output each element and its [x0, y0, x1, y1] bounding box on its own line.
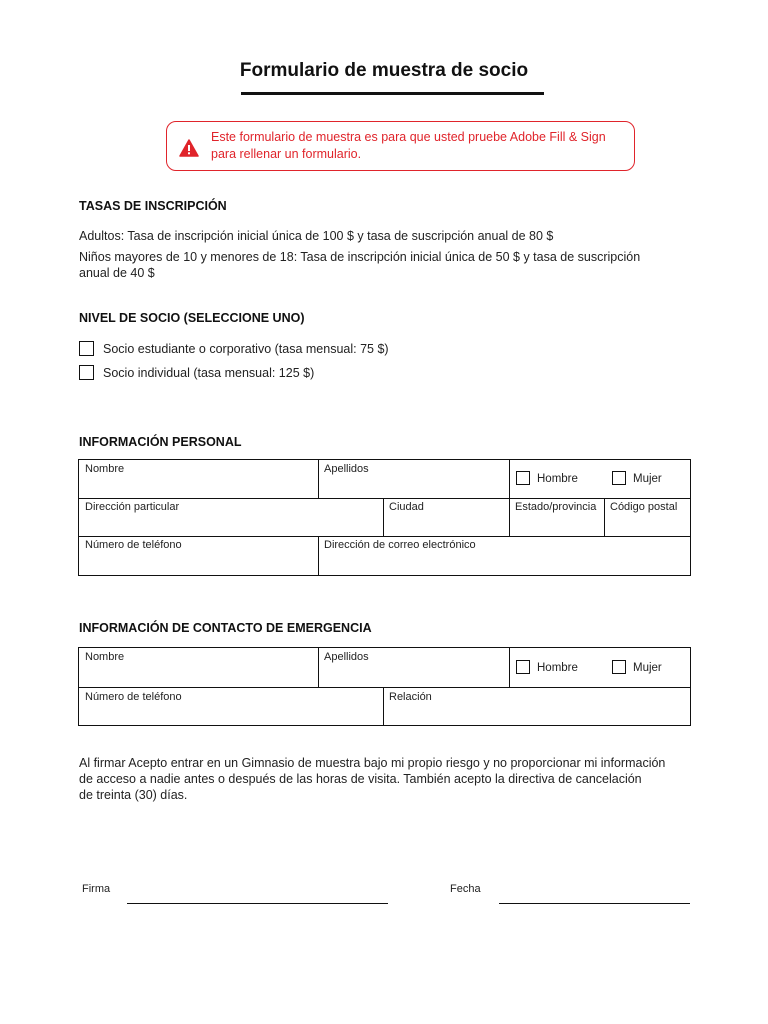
emergency-relation-field[interactable]	[385, 703, 689, 724]
date-field[interactable]	[499, 882, 690, 902]
membership-individual-checkbox[interactable]	[79, 365, 94, 380]
emergency-relation-label: Relación	[389, 691, 432, 703]
date-label: Fecha	[450, 883, 481, 895]
fees-kids-line-2: anual de 40 $	[79, 266, 155, 280]
notice-line-2: para rellenar un formulario.	[211, 147, 362, 161]
emergency-female-label: Mujer	[633, 662, 662, 674]
fees-adults: Adultos: Tasa de inscripción inicial única de 100 $ y tasa de suscripción anual de 80 $	[79, 229, 554, 243]
membership-individual-label: Socio individual (tasa mensual: 125 $)	[103, 366, 315, 380]
emergency-male-label: Hombre	[537, 662, 578, 674]
personal-heading: INFORMACIÓN PERSONAL	[79, 435, 242, 449]
personal-state-label: Estado/provincia	[515, 501, 597, 513]
emergency-col-divider	[318, 648, 319, 687]
emergency-male-checkbox[interactable]	[516, 660, 530, 674]
personal-col-divider	[509, 460, 510, 498]
date-line	[499, 903, 690, 904]
personal-email-field[interactable]	[320, 551, 689, 574]
page-title: Formulario de muestra de socio	[239, 60, 529, 81]
personal-city-field[interactable]	[385, 513, 507, 535]
signature-label: Firma	[82, 883, 111, 895]
emergency-col-divider	[509, 648, 510, 687]
emergency-last-name-field[interactable]	[320, 663, 507, 686]
personal-last-name-field[interactable]	[320, 475, 507, 497]
personal-city-label: Ciudad	[389, 501, 424, 513]
emergency-col-divider	[383, 688, 384, 725]
personal-row-divider-1	[79, 498, 690, 499]
personal-col-divider	[318, 460, 319, 498]
emergency-first-name-field[interactable]	[80, 663, 316, 686]
signature-field[interactable]	[127, 882, 388, 902]
membership-student-checkbox[interactable]	[79, 341, 94, 356]
personal-male-label: Hombre	[537, 473, 578, 485]
personal-first-name-label: Nombre	[85, 463, 125, 475]
personal-address-field[interactable]	[80, 513, 381, 535]
personal-first-name-field[interactable]	[80, 475, 316, 497]
emergency-heading: INFORMACIÓN DE CONTACTO DE EMERGENCIA	[79, 621, 372, 635]
notice-line-1: Este formulario de muestra es para que usted pruebe Adobe Fill & Sign	[211, 130, 606, 144]
warning-triangle-icon	[179, 139, 199, 157]
personal-row-divider-2	[79, 536, 690, 537]
agreement-line-2: de acceso a nadie antes o después de las horas de visita. También acepto la directiva de cancelación	[79, 772, 642, 786]
personal-address-label: Dirección particular	[85, 501, 180, 513]
emergency-phone-label: Número de teléfono	[85, 691, 182, 703]
personal-male-checkbox[interactable]	[516, 471, 530, 485]
personal-zip-label: Código postal	[610, 501, 678, 513]
personal-col-divider	[318, 537, 319, 575]
personal-col-divider	[383, 499, 384, 536]
personal-zip-field[interactable]	[606, 513, 689, 535]
signature-line	[127, 903, 388, 904]
personal-female-label: Mujer	[633, 473, 662, 485]
title-underline	[241, 92, 544, 95]
emergency-last-name-label: Apellidos	[324, 651, 369, 663]
personal-phone-field[interactable]	[80, 551, 316, 574]
notice-text	[211, 129, 626, 163]
personal-last-name-label: Apellidos	[324, 463, 369, 475]
personal-email-label: Dirección de correo electrónico	[324, 539, 476, 551]
emergency-first-name-label: Nombre	[85, 651, 125, 663]
personal-phone-label: Número de teléfono	[85, 539, 182, 551]
emergency-female-checkbox[interactable]	[612, 660, 626, 674]
membership-heading: NIVEL DE SOCIO (SELECCIONE UNO)	[79, 311, 305, 325]
emergency-row-divider	[79, 687, 690, 688]
personal-col-divider	[604, 499, 605, 536]
personal-col-divider	[509, 499, 510, 536]
agreement-line-3: de treinta (30) días.	[79, 788, 188, 802]
fees-kids-line-1: Niños mayores de 10 y menores de 18: Tasa de inscripción inicial única de 50 $ y tasa de suscripción	[79, 250, 641, 264]
personal-state-field[interactable]	[511, 513, 602, 535]
membership-student-label: Socio estudiante o corporativo (tasa mensual: 75 $)	[103, 342, 389, 356]
emergency-phone-field[interactable]	[80, 703, 381, 724]
agreement-line-1: Al firmar Acepto entrar en un Gimnasio de muestra bajo mi propio riesgo y no proporcionar mi información	[79, 756, 666, 770]
personal-female-checkbox[interactable]	[612, 471, 626, 485]
fees-heading: TASAS DE INSCRIPCIÓN	[79, 199, 227, 213]
